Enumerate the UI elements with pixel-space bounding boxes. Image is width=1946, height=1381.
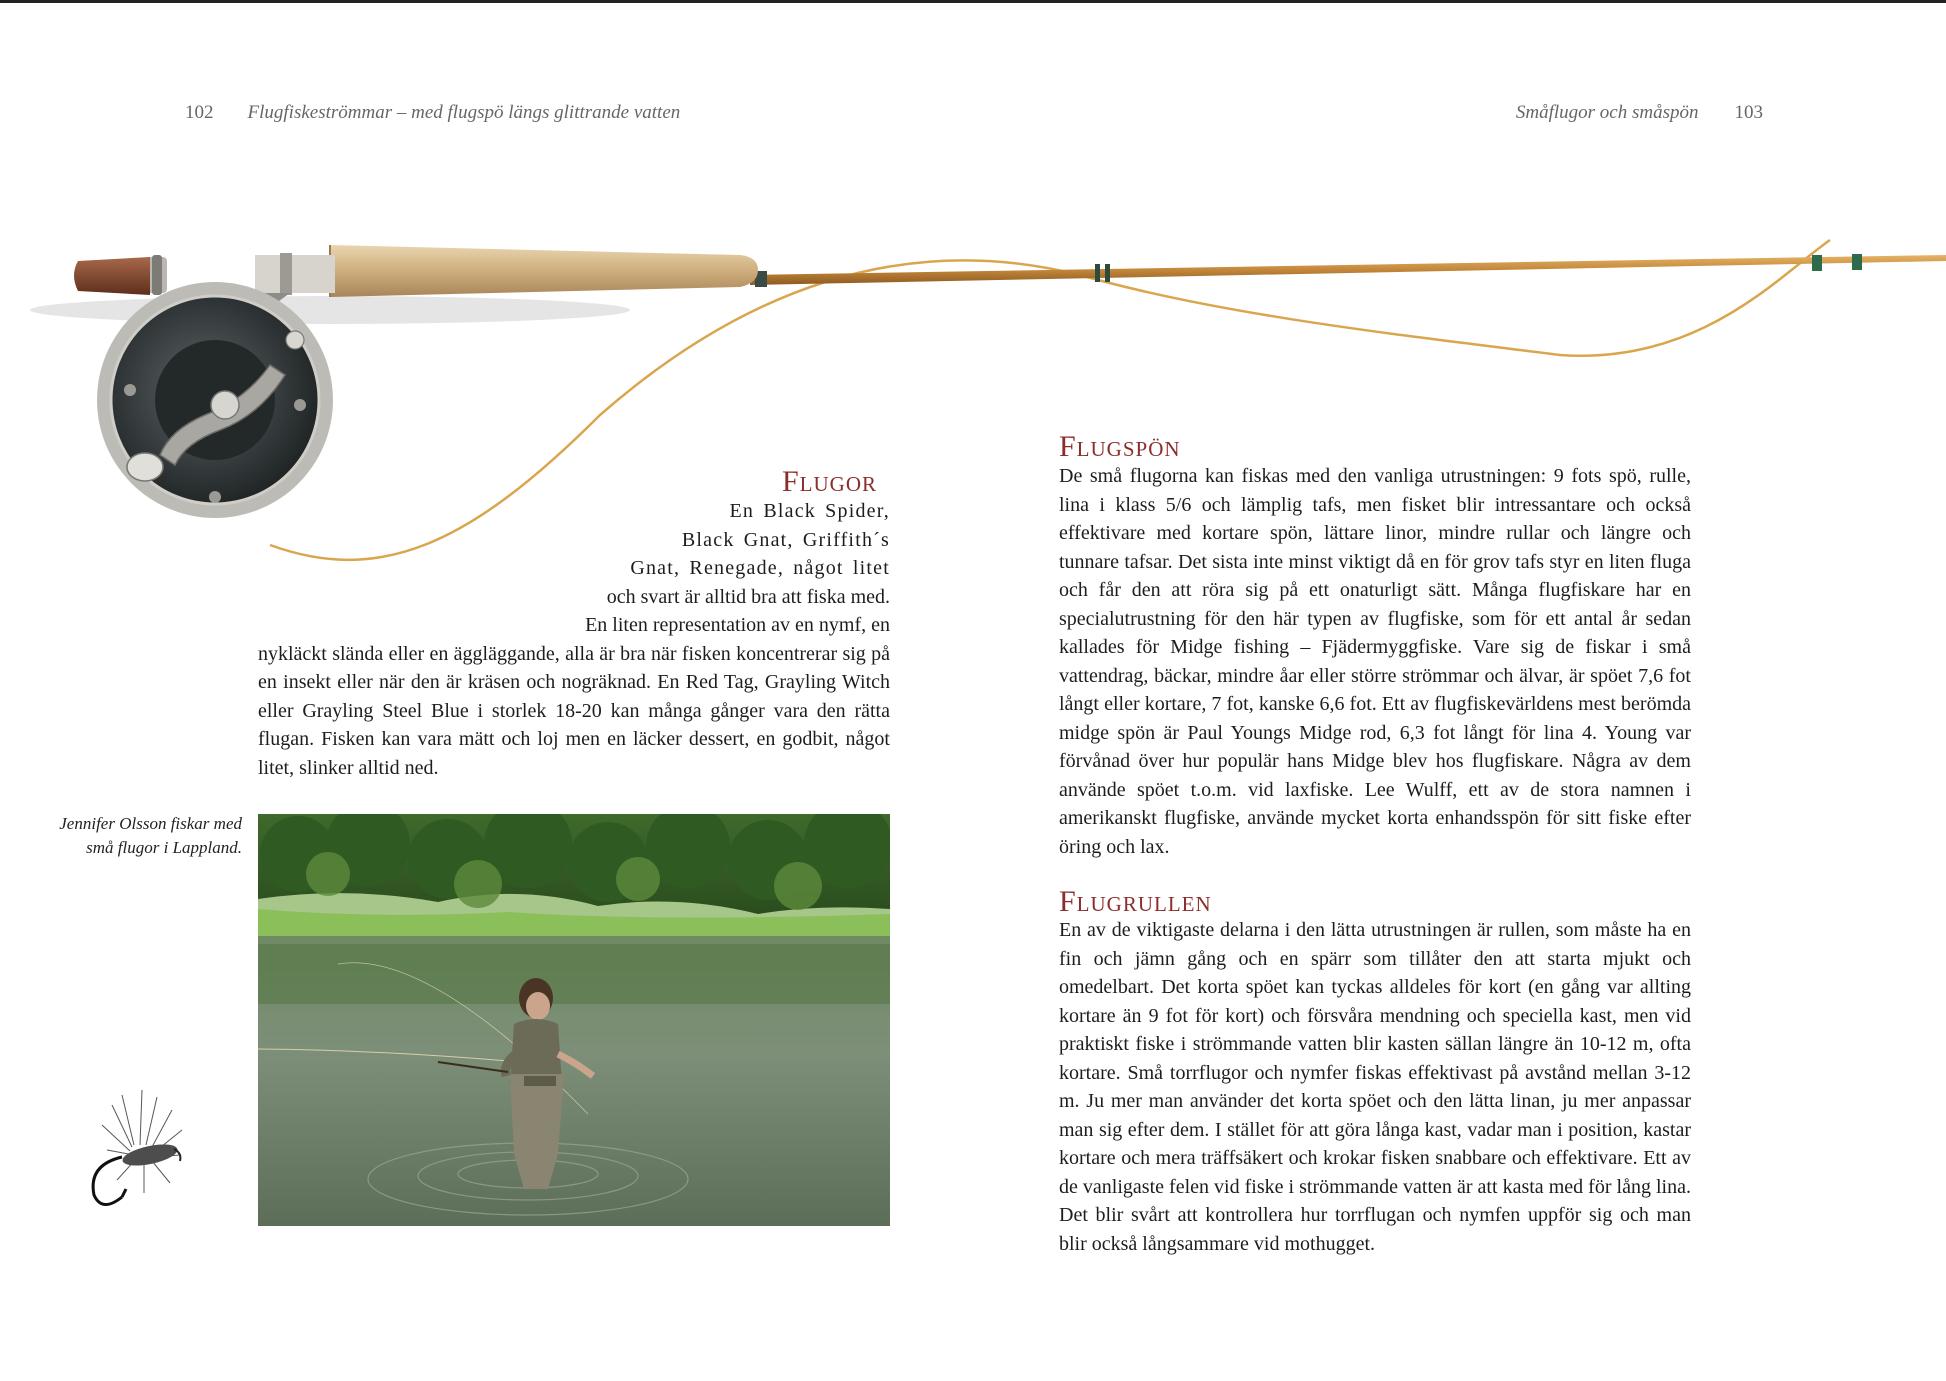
dry-fly-illustration-icon	[82, 1085, 202, 1230]
flugor-line-2: Black Gnat, Griffith´s	[681, 528, 890, 551]
flugor-heading: Flugor	[781, 465, 877, 498]
flugor-line-1: En Black Spider,	[729, 500, 890, 522]
woman-wading-fly-fishing-photo	[258, 814, 890, 1226]
left-page-number: 102	[185, 102, 214, 123]
flugor-line-3: Gnat, Renegade, något litet	[630, 557, 890, 579]
top-border-rule	[0, 0, 1946, 3]
left-running-title: Flugfiskeströmmar – med flugspö längs glittrande vatten	[247, 102, 681, 123]
flugrullen-paragraph: En av de viktigaste delarna i den lätta utrustningen är rullen, som måste ha en fin och jämn gång och en spärr som tillåter den att starta mjukt och omedelbart. Det korta spöet kan tyckas alldeles för kort (en gång var allting kortare än 9 fot för kort) och försvåra mendning och speciella kast, men vid praktiskt fiske i strömmande vatten blir kasten sällan längre än 10-12 m, ofta kortare. Små torrflugor och nymfer fiskas effektivast på avstånd mellan 3-12 m. Ju mer man använder det korta spöet och den lätta linan, ju mer anpassar man sig efter dem. I stället för att göra långa kast, vadar man i position, kastar kortare och mera träffsäkert och krokar fisken snabbare och effektivare. Ett av de vanligaste felen vid fiske i strömmande vatten är att kasta med för lång lina. Det blir svårt att kontrollera hur torrflugan och nymfen uppför sig och man blir också långsammare vid mothugget.	[1059, 919, 1691, 1255]
left-running-header	[185, 102, 680, 124]
flugor-paragraph	[258, 497, 890, 782]
flugor-rest: nykläckt slända eller en äggläggande, alla är bra när fisken koncentrerar sig på en insekt eller när den är kräsen och nogräknad. En Red Tag, Grayling Witch eller Grayling Steel Blue i storlek 18-20 kan många gånger vara den rätta flugan. Fisken kan vara mätt och loj men en läcker dessert, en godbit, något litet, slinker alltid ned.	[258, 642, 890, 779]
flugspon-paragraph: De små flugorna kan fiskas med den vanliga utrustningen: 9 fots spö, rulle, lina i klass 5/6 och lämplig tafs, men fisket blir intressantare och också effektivare med kortare spön, lättare linor, mindre rullar och längre och tunnare tafsar. Det sista inte minst viktigt då en för grov tafs styr en liten fluga och får den att röra sig på ett onaturligt sätt. Många flugfiskare har en specialutrustning för den här typen av flugfiske, som för ett antal år sedan kallades för Midge fishing – Fjädermyggfiske. Vare sig de fiskar i små vattendrag, bäckar, mindre åar eller större strömmar och älvar, är spöet 7,6 fot långt eller kortare, 7 fot, kanske 6,6 fot. Ett av flugfiskevärldens mest berömda midge spön är Paul Youngs Midge rod, 6,3 fot långt för lina 4. Young var förvånad över hur populär hans Midge blev hos flugfiskare. Några av dem använde spöet t.o.m. vid laxfiske. Lee Wulff, ett av de stora namnen i amerikanskt flugfiske, använde mycket korta enhandsspön för sitt fiske efter öring och lax.	[1059, 465, 1691, 858]
right-running-header	[1516, 102, 1763, 124]
right-page-number: 103	[1734, 102, 1763, 123]
flugor-line-5: En liten representation av en nymf, en	[585, 614, 890, 636]
photo-caption: Jennifer Olsson fiskar med små flugor i Lappland.	[59, 814, 242, 857]
flugrullen-heading: Flugrullen	[1059, 885, 1212, 918]
flugor-line-4: och svart är alltid bra att fiska med.	[606, 585, 890, 608]
flugspon-heading: Flugspön	[1059, 430, 1181, 463]
right-running-title: Småflugor och småspön	[1515, 102, 1699, 123]
